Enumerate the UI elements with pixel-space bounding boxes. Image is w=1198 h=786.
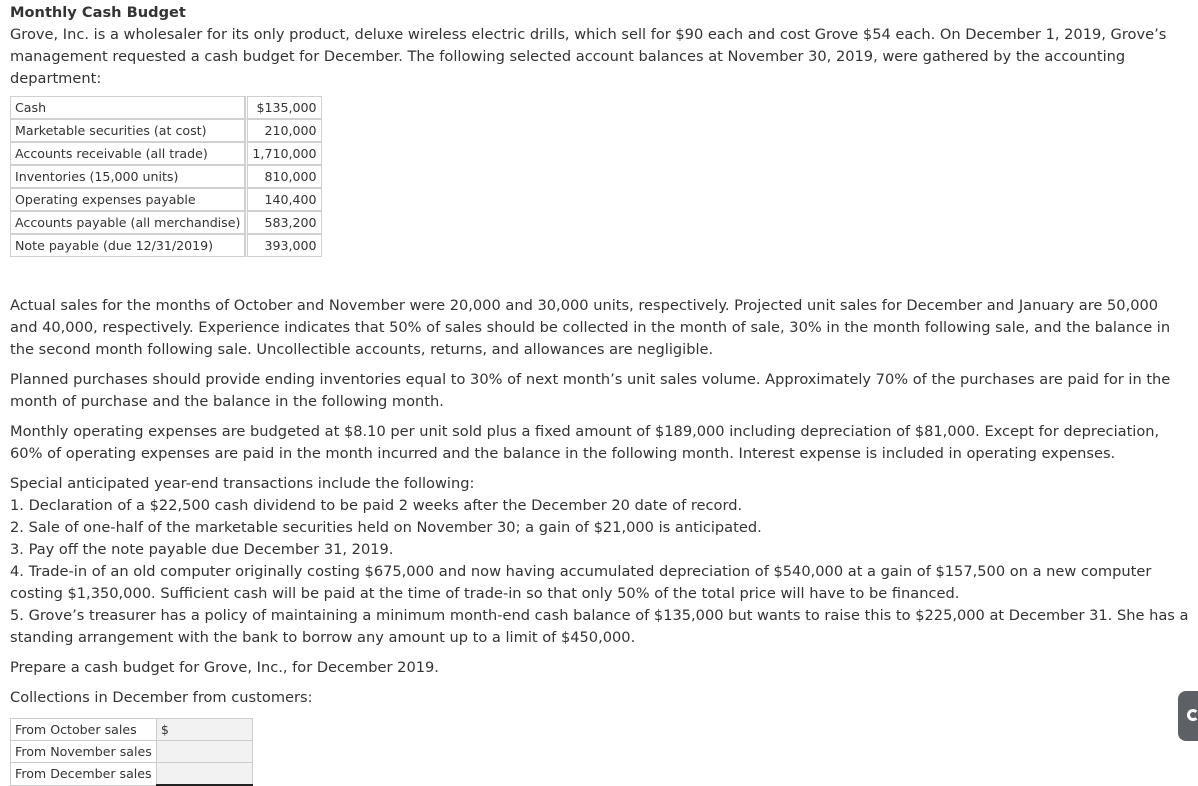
balance-label: Note payable (due 12/31/2019) xyxy=(10,234,245,257)
page-title: Monthly Cash Budget xyxy=(10,4,186,21)
balance-value: 393,000 xyxy=(245,234,321,257)
table-row xyxy=(10,188,322,211)
special-transactions-intro: Special anticipated year-end transactions include the following: xyxy=(10,475,475,492)
collections-heading: Collections in December from customers: xyxy=(10,689,313,706)
dollar-prefix: $ xyxy=(160,722,169,737)
balance-value: 583,200 xyxy=(245,211,321,234)
list-item: 1. Declaration of a $22,500 cash dividend to be paid 2 weeks after the December 20 date of record. xyxy=(10,497,743,514)
account-balances-table xyxy=(10,96,322,257)
balance-value: 210,000 xyxy=(245,119,321,142)
list-item: 3. Pay off the note payable due December 31, 2019. xyxy=(10,541,394,558)
collection-label: From December sales xyxy=(11,763,157,786)
november-sales-input[interactable] xyxy=(156,741,252,763)
balance-label: Accounts receivable (all trade) xyxy=(10,142,245,165)
balance-label: Cash xyxy=(10,96,245,119)
sales-paragraph: Actual sales for the months of October and November were 20,000 and 30,000 units, respectively. Projected unit sales for December and January are 50,000 and 40,000, respectively. Experience indicates that 50% of sales should be collected in the month of sale, 30% in the month following sale, and the balance in the second month following sale. Uncollectible accounts, returns, and allowances are negligible. xyxy=(10,297,1171,358)
purchases-paragraph: Planned purchases should provide ending inventories equal to 30% of next month’s unit sales volume. Approximately 70% of the purchases are paid for in the month of purchase and the balance in the following month. xyxy=(10,371,1171,410)
table-row xyxy=(10,119,322,142)
table-row xyxy=(10,142,322,165)
operating-expenses-paragraph: Monthly operating expenses are budgeted at $8.10 per unit sold plus a fixed amount of $189,000 including depreciation of $81,000. Except for depreciation, 60% of operating expenses are paid in the month incurred and the balance in the following month. Interest expense is included in operating expenses. xyxy=(10,423,1160,462)
special-transactions-list xyxy=(10,495,1190,649)
october-sales-input[interactable] xyxy=(156,719,252,741)
collection-label: From November sales xyxy=(11,741,157,763)
table-row xyxy=(11,741,253,763)
intro-paragraph: Grove, Inc. is a wholesaler for its only product, deluxe wireless electric drills, which sell for $90 each and cost Grove $54 each. On December 1, 2019, Grove’s management requested a cash budget for December. The following selected account balances at November 30, 2019, were gathered by the accounting department: xyxy=(10,26,1167,87)
balance-label: Operating expenses payable xyxy=(10,188,245,211)
balance-value: 810,000 xyxy=(245,165,321,188)
list-item: 4. Trade-in of an old computer originally costing $675,000 and now having accumulated depreciation of $540,000 at a gain of $157,500 on a new computer costing $1,350,000. Sufficient cash will be paid at the time of trade-in so that only 50% of the total price will have to be financed. xyxy=(10,563,1152,602)
balance-value: 140,400 xyxy=(245,188,321,211)
list-item: 5. Grove’s treasurer has a policy of maintaining a minimum month-end cash balance of $135,000 but wants to raise this to $225,000 at December 31. She has a standing arrangement with the bank to borrow any amount up to a limit of $450,000. xyxy=(10,607,1189,646)
prepare-instruction: Prepare a cash budget for Grove, Inc., for December 2019. xyxy=(10,659,439,676)
table-row xyxy=(10,96,322,119)
list-item: 2. Sale of one-half of the marketable securities held on November 30; a gain of $21,000 is anticipated. xyxy=(10,519,762,536)
balance-label: Inventories (15,000 units) xyxy=(10,165,245,188)
table-row xyxy=(10,211,322,234)
table-row xyxy=(10,165,322,188)
balance-label: Marketable securities (at cost) xyxy=(10,119,245,142)
december-sales-input[interactable] xyxy=(156,763,252,786)
problem-page xyxy=(10,2,1190,786)
balance-value: 1,710,000 xyxy=(245,142,321,165)
collections-table xyxy=(10,718,253,786)
table-row xyxy=(11,763,253,786)
balance-value: $135,000 xyxy=(245,96,321,119)
balance-label: Accounts payable (all merchandise) xyxy=(10,211,245,234)
collection-label: From October sales xyxy=(11,719,157,741)
table-row xyxy=(10,234,322,257)
side-panel-toggle-icon[interactable] xyxy=(1178,691,1198,741)
table-row xyxy=(11,719,253,741)
